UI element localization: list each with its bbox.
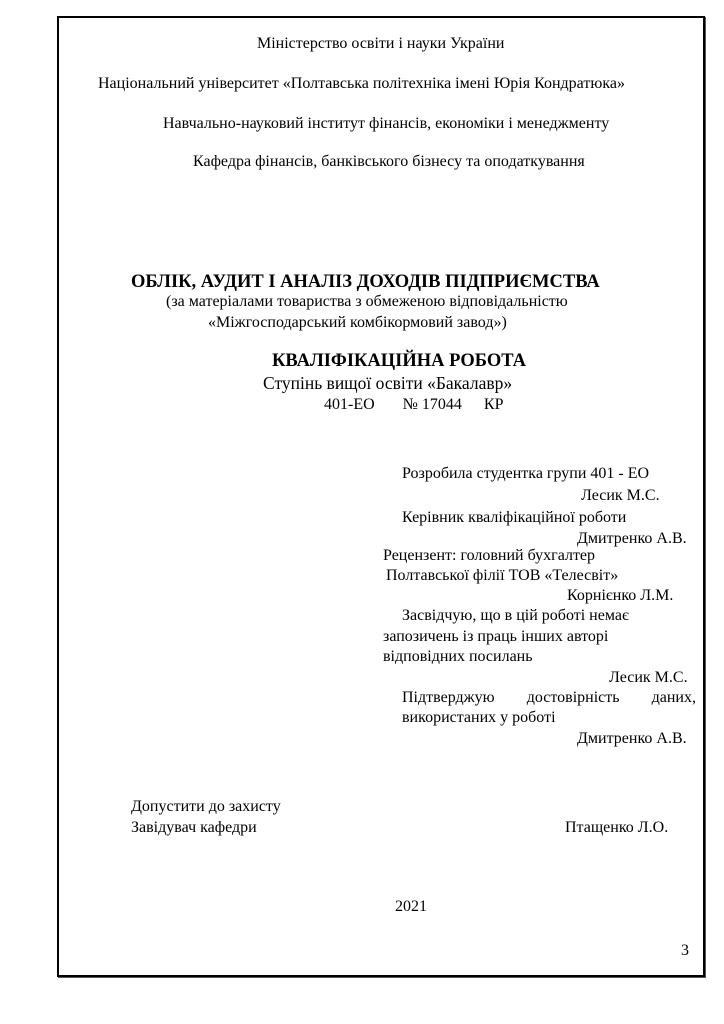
work-number: № 17044 (402, 396, 462, 413)
work-title: ОБЛІК, АУДИТ І АНАЛІЗ ДОХОДІВ ПІДПРИЄМСТВА (131, 272, 600, 292)
department: Кафедра фінансів, банківського бізнесу та оподаткування (193, 153, 585, 170)
degree: Ступінь вищої освіти «Бакалавр» (263, 373, 513, 393)
confirm-word: даних, (651, 689, 696, 706)
confirm-word: достовірність (526, 689, 620, 706)
university: Національний університет «Полтавська політехніка імені Юрія Кондратюка» (98, 75, 625, 92)
head-name: Птащенко Л.О. (565, 819, 669, 836)
confirm-line-1 (402, 688, 696, 708)
reviewer-affiliation: Полтавської філії ТОВ «Телесвіт» (386, 567, 619, 584)
page-number: 3 (681, 942, 689, 959)
group: 401-ЕО (324, 396, 375, 413)
confirm-word: Підтверджую (402, 689, 495, 706)
head-label: Завідувач кафедри (131, 819, 257, 836)
developed-by: Розробила студентка групи 401 - ЕО (402, 465, 650, 482)
group-code (324, 395, 504, 415)
reviewer-name: Корнієнко Л.М. (567, 587, 674, 604)
confirm-line-2: використаних у роботі (402, 709, 556, 726)
statement-line-3: відповідних посилань (383, 648, 533, 665)
admission-label: Допустити до захисту (131, 798, 281, 815)
work-type: КВАЛІФІКАЦІЙНА РОБОТА (272, 351, 527, 371)
supervisor-label: Керівник кваліфікаційної роботи (402, 509, 627, 526)
subtitle-line-1: (за матеріалами товариства з обмеженою відповідальністю (166, 293, 568, 310)
ministry: Міністерство освіти і науки України (257, 35, 505, 52)
supervisor-name: Дмитренко А.В. (577, 530, 687, 547)
institute: Навчально-науковий інститут фінансів, економіки і менеджменту (163, 115, 610, 132)
confirm-signer: Дмитренко А.В. (577, 730, 687, 747)
subtitle-line-2: «Міжгосподарський комбікормовий завод») (208, 314, 507, 331)
year: 2021 (395, 898, 427, 915)
code: КР (483, 396, 504, 413)
statement-line-1: Засвідчую, що в цій роботі немає (402, 607, 629, 624)
statement-line-2: запозичень із праць інших авторі (383, 628, 609, 645)
statement-signer: Лесик М.С. (609, 669, 688, 686)
student-name: Лесик М.С. (581, 487, 660, 504)
reviewer-label: Рецензент: головний бухгалтер (383, 547, 596, 564)
